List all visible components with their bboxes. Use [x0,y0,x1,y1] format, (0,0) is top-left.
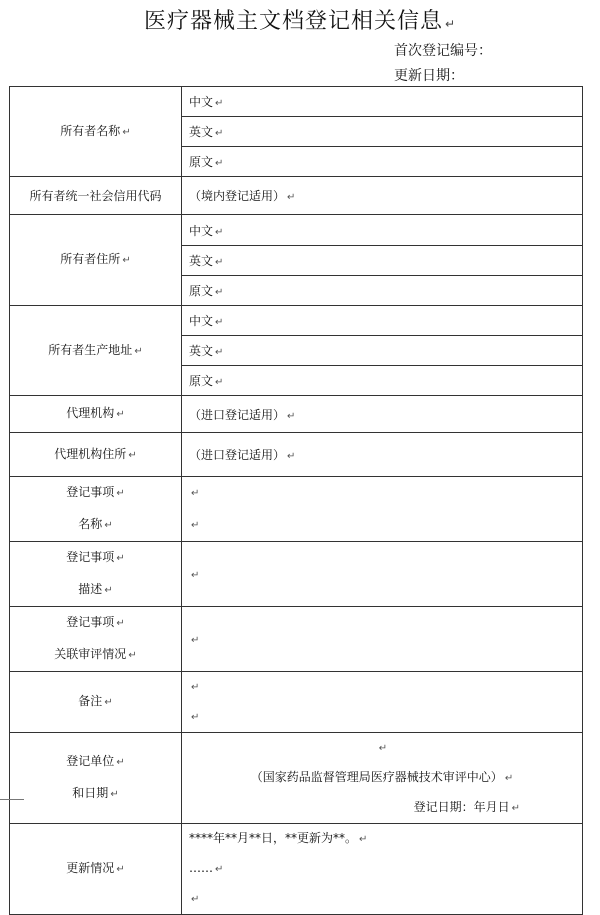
production-address-label: 所有者生产地址 ↵ [10,306,182,396]
credit-code-value: （境内登记适用） ↵ [182,177,583,215]
production-address-zh: 中文 ↵ [182,306,583,336]
update-value: ****年**月**日，**更新为**。 ↵ …… ↵ ↵ [182,824,583,915]
page-title: 医疗器械主文档登记相关信息 ↵ [143,9,457,34]
update-line-2: …… [189,861,213,875]
update-date: 更新日期： [394,68,464,84]
owner-address-label: 所有者住所 ↵ [10,215,182,306]
update-label: 更新情况 ↵ [10,824,182,915]
first-registration-number: 首次登记编号： [394,43,492,59]
item-name-label: 登记事项 ↵ 名称 ↵ [10,477,182,542]
item-desc-value: ↵ [182,542,583,607]
item-desc-label: 登记事项 ↵ 描述 ↵ [10,542,182,607]
production-address-en: 英文 ↵ [182,336,583,366]
owner-address-orig: 原文 ↵ [182,276,583,306]
owner-address-en: 英文 ↵ [182,246,583,276]
item-review-value: ↵ [182,607,583,672]
registration-date: 登记日期：年月日 [413,800,510,814]
item-name-value: ↵ ↵ [182,477,583,542]
remarks-label: 备注 ↵ [10,672,182,733]
agent-label: 代理机构 ↵ [10,396,182,433]
item-review-label: 登记事项 ↵ 关联审评情况 ↵ [10,607,182,672]
update-line-1: ****年**月**日，**更新为**。 [189,831,358,845]
owner-name-en: 英文 ↵ [182,117,583,147]
owner-name-zh: 中文 ↵ [182,87,583,117]
unit-date-label: 登记单位 ↵ 和日期 ↵ [10,733,182,824]
unit-name: （国家药品监督管理局医疗器械技术审评中心） [250,770,503,784]
agent-address-value: （进口登记适用） ↵ [182,433,583,477]
owner-name-label: 所有者名称 ↵ [10,87,182,177]
remarks-value: ↵ ↵ [182,672,583,733]
unit-date-value: ↵ （国家药品监督管理局医疗器械技术审评中心） ↵ 登记日期：年月日 ↵ [182,733,583,824]
credit-code-label: 所有者统一社会信用代码 [10,177,182,215]
agent-address-label: 代理机构住所 ↵ [10,433,182,477]
owner-address-zh: 中文 ↵ [182,215,583,246]
margin-marker [0,799,24,800]
production-address-orig: 原文 ↵ [182,366,583,396]
agent-value: （进口登记适用） ↵ [182,396,583,433]
owner-name-orig: 原文 ↵ [182,147,583,177]
registration-table [9,86,583,915]
